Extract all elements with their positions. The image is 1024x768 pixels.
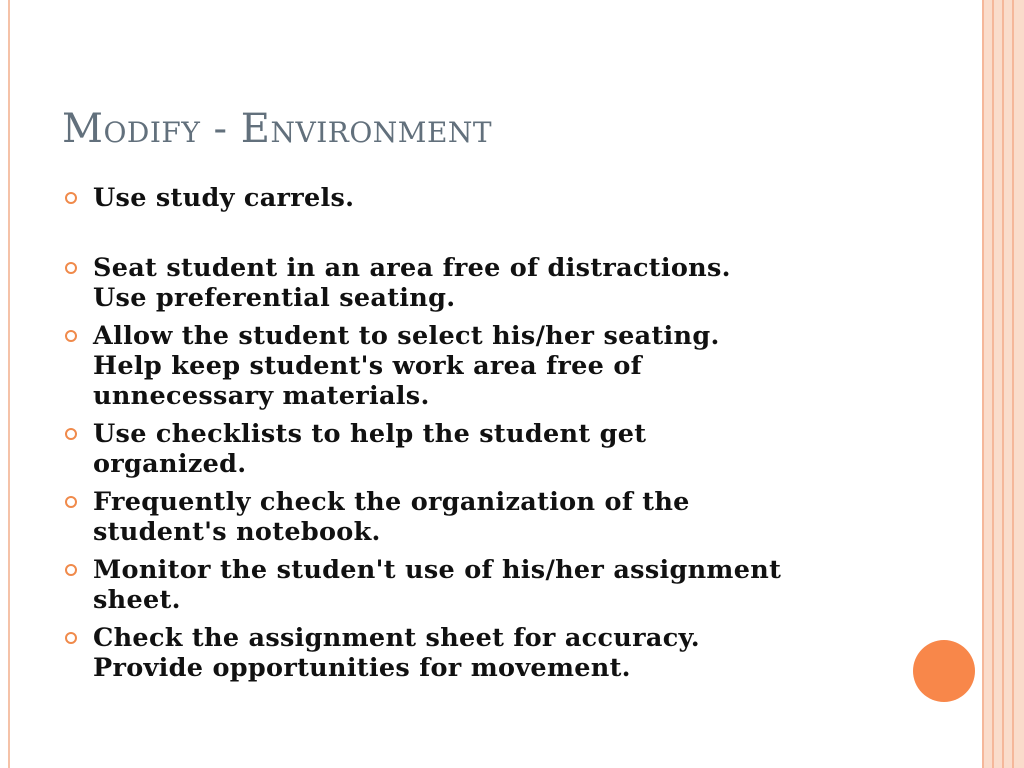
bullet-text: student's notebook.	[93, 517, 381, 547]
bullet-text: Check the assignment sheet for accuracy.	[93, 623, 700, 653]
bullet-item	[62, 555, 882, 615]
bullet-item	[62, 253, 882, 313]
bullet-text: sheet.	[93, 585, 181, 615]
bullet-item	[62, 321, 882, 411]
bullet-text: Allow the student to select his/her seating.	[93, 321, 720, 351]
bullet-item	[62, 623, 882, 683]
decorative-circle	[913, 640, 975, 702]
bullet-circle-icon	[65, 330, 77, 342]
bullet-circle-icon	[65, 192, 77, 204]
bullet-text: Frequently check the organization of the	[93, 487, 690, 517]
left-border-line	[8, 0, 10, 768]
bullet-text: Use checklists to help the student get	[93, 419, 647, 449]
bullet-text: unnecessary materials.	[93, 381, 430, 411]
right-stripe-line	[992, 0, 994, 768]
bullet-text: organized.	[93, 449, 247, 479]
bullet-circle-icon	[65, 564, 77, 576]
bullet-item	[62, 487, 882, 547]
bullet-circle-icon	[65, 496, 77, 508]
bullet-item	[62, 183, 882, 213]
right-stripe-line	[1002, 0, 1004, 768]
right-stripe-line	[982, 0, 984, 768]
bullet-list	[62, 183, 882, 683]
bullet-circle-icon	[65, 632, 77, 644]
bullet-text: Use study carrels.	[93, 183, 355, 213]
right-stripe-line	[1012, 0, 1014, 768]
bullet-item	[62, 419, 882, 479]
slide-title: Modify - Environment	[62, 106, 493, 152]
bullet-text: Help keep student's work area free of	[93, 351, 642, 381]
bullet-text: Seat student in an area free of distractions.	[93, 253, 731, 283]
bullet-circle-icon	[65, 428, 77, 440]
bullet-text: Monitor the studen't use of his/her assignment	[93, 555, 782, 585]
bullet-text: Use preferential seating.	[93, 283, 456, 313]
bullet-circle-icon	[65, 262, 77, 274]
bullet-text: Provide opportunities for movement.	[93, 653, 631, 683]
